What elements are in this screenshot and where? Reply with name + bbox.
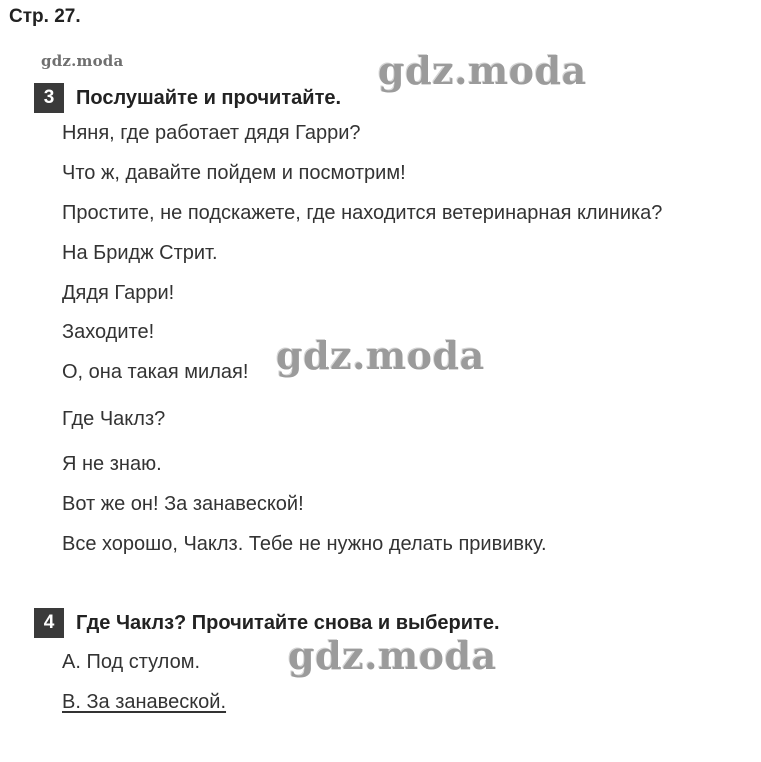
dialogue-line-6: Заходите!	[62, 321, 155, 343]
task-3-instruction: Послушайте и прочитайте.	[76, 86, 342, 109]
page-title: Стр. 27.	[9, 6, 81, 27]
answer-option-b-selected: B. За занавеской.	[62, 691, 227, 713]
watermark-small: gdz.moda	[41, 52, 124, 70]
task-4-number-badge: 4	[34, 608, 64, 638]
dialogue-line-9: Я не знаю.	[62, 453, 162, 475]
dialogue-line-7: О, она такая милая!	[62, 361, 249, 383]
task-3-number-badge: 3	[34, 83, 64, 113]
dialogue-line-2: Что ж, давайте пойдем и посмотрим!	[62, 162, 406, 184]
watermark-large-2: gdz.moda	[276, 333, 485, 378]
watermark-large-3: gdz.moda	[288, 633, 497, 678]
dialogue-line-11: Все хорошо, Чаклз. Тебе не нужно делать прививку.	[62, 533, 547, 555]
dialogue-line-10: Вот же он! За занавеской!	[62, 493, 304, 515]
answer-option-a: A. Под стулом.	[62, 651, 201, 673]
dialogue-line-3: Простите, не подскажете, где находится ветеринарная клиника?	[62, 202, 663, 224]
task-3-header	[34, 83, 341, 113]
dialogue-line-8: Где Чаклз?	[62, 408, 166, 430]
task-4-instruction: Где Чаклз? Прочитайте снова и выберите.	[76, 611, 500, 634]
dialogue-line-1: Няня, где работает дядя Гарри?	[62, 122, 361, 144]
dialogue-line-5: Дядя Гарри!	[62, 282, 175, 304]
dialogue-line-4: На Бридж Стрит.	[62, 242, 218, 264]
watermark-large-1: gdz.moda	[378, 48, 587, 93]
